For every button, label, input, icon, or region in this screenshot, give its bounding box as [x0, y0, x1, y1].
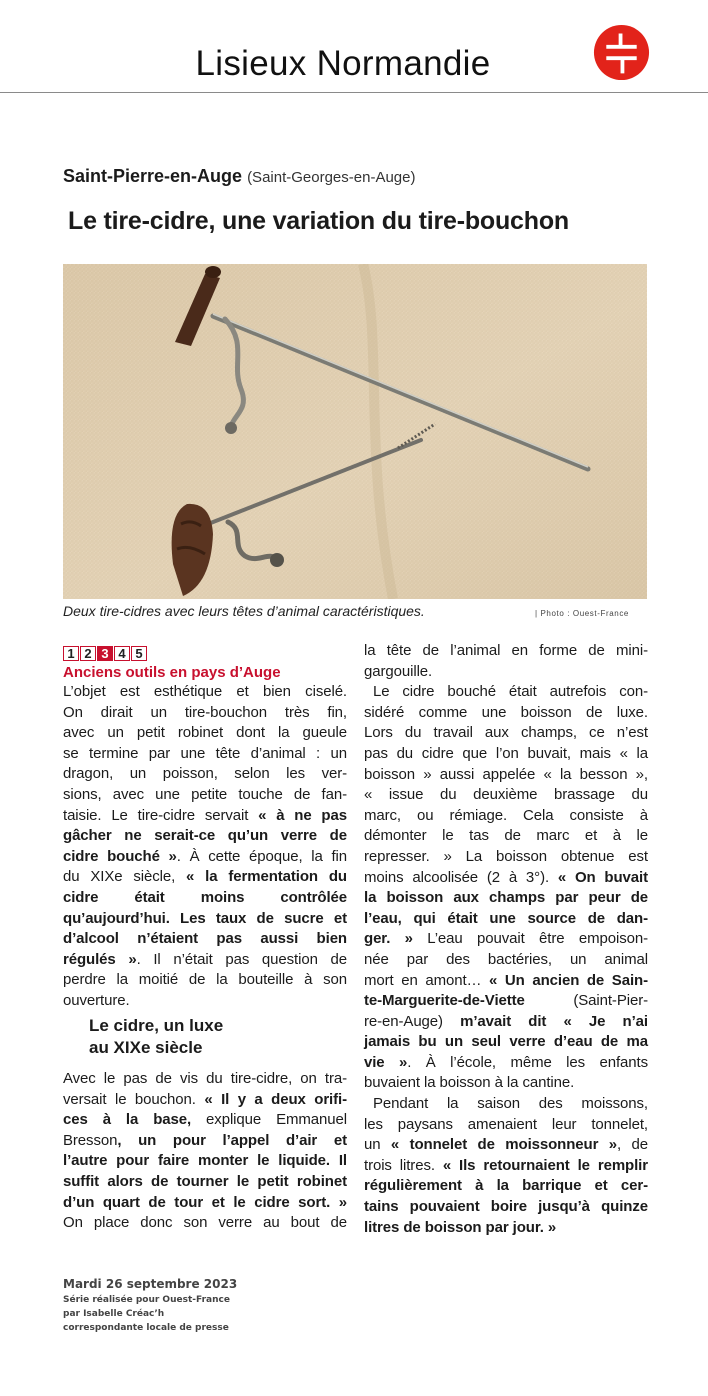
- text-run: sions, avec une petite touche de fan-: [63, 785, 347, 803]
- text-line: [364, 847, 648, 868]
- text-line: [63, 909, 347, 930]
- text-line: [63, 806, 347, 827]
- text-run: On dirait un tire-bouchon très fin,: [63, 703, 347, 721]
- text-line: [63, 1069, 347, 1090]
- text-line: [63, 867, 347, 888]
- text-line: [63, 1172, 347, 1193]
- text-line: [364, 971, 648, 992]
- text-line: [63, 1131, 347, 1152]
- series-number-2: 2: [80, 646, 96, 661]
- bold-text-run: régulièrement à la barrique et cer-: [364, 1177, 648, 1195]
- text-run: ouverture.: [63, 991, 130, 1009]
- series-number-5: 5: [131, 646, 147, 661]
- bold-text-run: cidre bouché »: [63, 847, 177, 865]
- text-line: [63, 703, 347, 724]
- bold-text-run: la boisson aux champs par peur de: [364, 889, 648, 907]
- masthead: [0, 0, 708, 93]
- text-run: Avec le pas de vis du tire-cidre, on tra-: [63, 1070, 347, 1087]
- text-line: [63, 682, 347, 703]
- text-line: [364, 950, 648, 971]
- text-line: [364, 826, 648, 847]
- text-line: [364, 1073, 648, 1094]
- bold-text-run: m’avait dit « Je n’ai: [460, 1012, 648, 1030]
- text-line: [63, 991, 347, 1012]
- bold-text-run: gâcher ne serait-ce qu’un verre de: [63, 827, 347, 845]
- text-line: [63, 888, 347, 909]
- bold-text-run: « Il y a deux orifi-: [204, 1090, 347, 1108]
- bold-text-run: d’alcool n’étaient pas aussi bien: [63, 930, 347, 948]
- text-run: gargouille.: [364, 662, 433, 680]
- bold-text-run: « tonnelet de moissonneur »: [390, 1136, 618, 1154]
- bold-text-run: « Ils retournaient le remplir: [442, 1156, 648, 1174]
- text-line: [63, 1193, 347, 1214]
- series-number-4: 4: [114, 646, 130, 661]
- text-line: [63, 1110, 347, 1131]
- text-run: boisson » aussi appelée « la besson »,: [364, 765, 648, 783]
- text-run: perdre la moitié de la bouteille à son: [63, 971, 347, 989]
- location-subtitle: (Saint-Georges-en-Auge): [247, 169, 416, 186]
- subheading-line-2: au XIXe siècle: [89, 1038, 203, 1057]
- bold-text-run: tains pouvaient boire jusqu’à quinze: [364, 1198, 648, 1216]
- column-1-part-1: [63, 682, 347, 1012]
- text-line: [364, 1176, 648, 1197]
- text-run: « issue du deuxième brassage du: [364, 786, 648, 804]
- text-line: [364, 682, 648, 703]
- text-line: [364, 1218, 648, 1239]
- text-run: represser. » La boisson obtenue est: [364, 847, 648, 865]
- text-run: dragon, un poisson, selon les ver-: [63, 765, 347, 783]
- text-run: , de: [617, 1136, 649, 1154]
- location-name: Saint-Pierre-en-Auge: [63, 166, 243, 186]
- bold-text-run: te-Marguerite-de-Viette: [364, 992, 525, 1010]
- text-line: [364, 641, 648, 662]
- text-line: [364, 909, 648, 930]
- bold-text-run: qu’aujourd’hui. Les taux de sucre et: [63, 909, 347, 927]
- text-line: [63, 950, 347, 971]
- series-indicator: [63, 646, 148, 661]
- text-line: [364, 1135, 648, 1156]
- bold-text-run: litres de boisson par jour. »: [364, 1218, 557, 1236]
- bold-text-run: , un pour l’appel d’air et: [117, 1131, 347, 1149]
- text-line: [364, 1053, 648, 1074]
- article-photo: [63, 264, 647, 599]
- bold-text-run: l’eau, qui était une source de dan-: [364, 909, 648, 927]
- text-run: la tête de l’animal en forme de mini-: [364, 642, 648, 659]
- article-footer: [63, 1277, 237, 1335]
- text-run: taisie. Le tire-cidre servait: [63, 806, 259, 824]
- text-run: Pendant la saison des moissons,: [373, 1095, 648, 1113]
- text-line: [364, 765, 648, 786]
- text-run: Lors du travail aux champs, ce n’est: [364, 724, 648, 742]
- series-number-1: 1: [63, 646, 79, 661]
- bold-text-run: vie »: [364, 1053, 408, 1071]
- text-line: [364, 991, 648, 1012]
- column-2: [364, 641, 648, 1238]
- text-line: [364, 1115, 648, 1136]
- series-number-3: 3: [97, 646, 113, 661]
- bold-text-run: « la fermentation du: [186, 868, 347, 886]
- bold-text-run: « à ne pas: [258, 806, 347, 824]
- text-line: [63, 1090, 347, 1111]
- photo-caption: Deux tire-cidres avec leurs têtes d’animal caractéristiques.: [63, 603, 425, 619]
- photo-credit: | Photo : Ouest-France: [535, 609, 629, 618]
- text-run: re-en-Auge): [364, 1012, 461, 1030]
- footer-line-1: Série réalisée pour Ouest-France: [63, 1295, 230, 1305]
- text-run: moins alcoolisée (2 à 3°).: [364, 868, 558, 886]
- text-run: un: [364, 1136, 391, 1154]
- text-run: . À l’école, même les enfants: [407, 1053, 648, 1071]
- text-run: versait le bouchon.: [63, 1090, 205, 1108]
- text-run: marc, ou rémiage. Cela consiste à: [364, 806, 648, 824]
- text-run: du XIXe siècle,: [63, 868, 187, 886]
- text-line: [63, 847, 347, 868]
- text-run: . Il n’était pas question de: [136, 950, 347, 968]
- footer-line-2: par Isabelle Créac’h: [63, 1309, 165, 1319]
- bold-text-run: régulés »: [63, 950, 137, 968]
- text-line: [63, 744, 347, 765]
- text-line: [364, 723, 648, 744]
- text-run: Le cidre bouché était autrefois con-: [373, 683, 648, 701]
- text-run: . À cette époque, la fin: [176, 847, 347, 865]
- bold-text-run: ces à la base,: [63, 1111, 192, 1129]
- article-subheading: [89, 1015, 223, 1059]
- text-line: [364, 662, 648, 683]
- text-line: [63, 1151, 347, 1172]
- text-run: les paysans amenaient leur tonnelet,: [364, 1115, 648, 1133]
- text-line: [63, 723, 347, 744]
- newspaper-title: Lisieux Normandie: [195, 44, 491, 83]
- text-line: [63, 785, 347, 806]
- text-run: (Saint-Pier-: [524, 992, 648, 1010]
- bold-text-run: l’autre pour faire monter le liquide. Il: [63, 1152, 347, 1170]
- bold-text-run: ger. »: [364, 930, 413, 948]
- text-run: mort en amont…: [364, 971, 490, 989]
- text-line: [364, 929, 648, 950]
- ouest-france-logo-icon: [593, 24, 650, 81]
- text-line: [63, 764, 347, 785]
- text-run: se termine par une tête d’animal : un: [63, 744, 347, 762]
- text-run: L’eau pouvait être empoison-: [412, 930, 649, 948]
- text-line: [63, 1213, 347, 1234]
- text-run: pas du cidre que l’on buvait, mais « la: [364, 744, 648, 762]
- text-line: [63, 929, 347, 950]
- text-run: Bresson: [63, 1131, 118, 1149]
- bold-text-run: suffit alors de tourner le petit robinet: [63, 1172, 347, 1190]
- text-line: [63, 970, 347, 991]
- text-line: [364, 806, 648, 827]
- bold-text-run: « Un ancien de Sain-: [489, 971, 648, 989]
- bold-text-run: « On buvait: [557, 868, 648, 886]
- text-run: trois litres.: [364, 1156, 443, 1174]
- text-run: buvaient la boisson à la cantine.: [364, 1074, 575, 1092]
- text-line: [364, 888, 648, 909]
- text-line: [364, 703, 648, 724]
- text-line: [364, 1012, 648, 1033]
- bold-text-run: cidre était moins contrôlée: [63, 888, 347, 906]
- text-line: [63, 826, 347, 847]
- text-run: explique Emmanuel: [191, 1111, 348, 1129]
- series-rubric: Anciens outils en pays d’Auge: [63, 664, 281, 681]
- text-line: [364, 1032, 648, 1053]
- text-line: [364, 785, 648, 806]
- subheading-line-1: Le cidre, un luxe: [89, 1016, 224, 1035]
- text-run: L’objet est esthétique et bien ciselé.: [63, 683, 347, 700]
- footer-line-3: correspondante locale de presse: [63, 1323, 229, 1333]
- text-run: née par des bactéries, un animal: [364, 950, 648, 968]
- text-run: sidéré comme une boisson de luxe.: [364, 703, 648, 721]
- article-location: [63, 166, 415, 187]
- text-line: [364, 1094, 648, 1115]
- text-line: [364, 868, 648, 889]
- bold-text-run: d’un quart de tour et le cidre sort. »: [63, 1193, 347, 1211]
- text-run: démonter le tas de marc et à le: [364, 827, 648, 845]
- text-line: [364, 1197, 648, 1218]
- bold-text-run: jamais bu un seul verre d’eau de ma: [364, 1033, 648, 1051]
- article-headline: Le tire-cidre, une variation du tire-bouchon: [68, 207, 569, 235]
- text-run: On place donc son verre au bout de: [63, 1214, 347, 1232]
- publication-date: Mardi 26 septembre 2023: [63, 1277, 238, 1291]
- column-1-part-2: [63, 1069, 347, 1234]
- text-run: avec un petit robinet dont la gueule: [63, 724, 347, 742]
- text-line: [364, 1156, 648, 1177]
- text-line: [364, 744, 648, 765]
